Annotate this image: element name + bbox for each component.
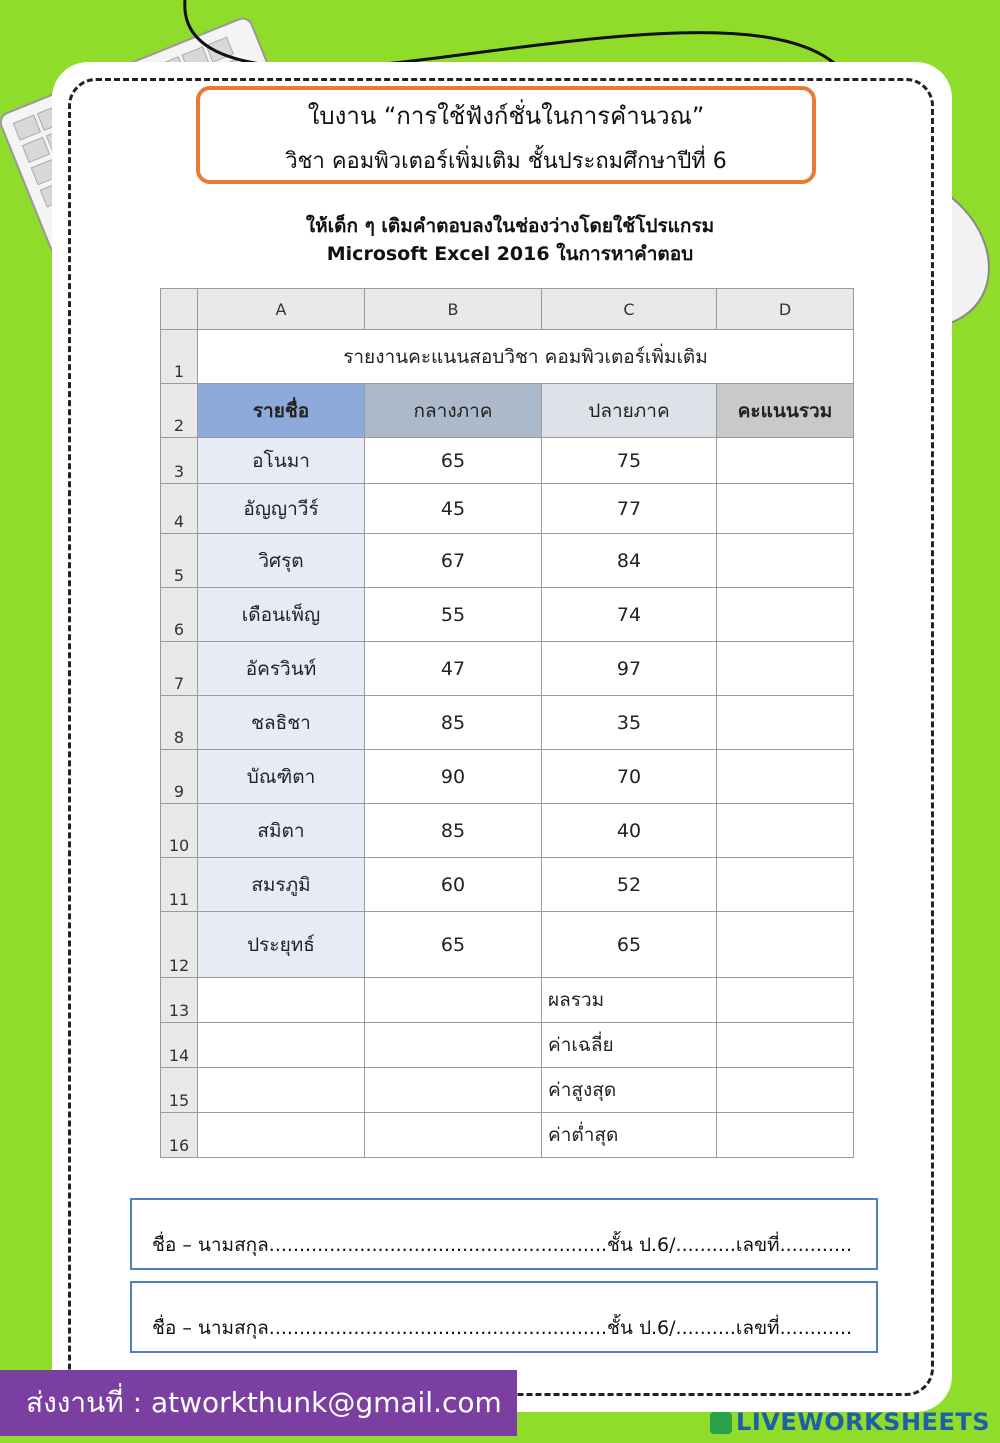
- brand-label: LIVEWORKSHEETS: [736, 1408, 990, 1436]
- student-name: อโนมา: [198, 438, 365, 484]
- sheet-title: รายงานคะแนนสอบวิชา คอมพิวเตอร์เพิ่มเติม: [198, 330, 854, 384]
- student-name: ประยุทธ์: [198, 912, 365, 978]
- header-final: ปลายภาค: [542, 384, 717, 438]
- table-row: [161, 1023, 854, 1068]
- row-number: 7: [161, 642, 198, 696]
- midterm-score: 65: [365, 438, 542, 484]
- total-answer-cell[interactable]: [717, 588, 854, 642]
- final-score: 74: [542, 588, 717, 642]
- stat-label-sum: ผลรวม: [542, 978, 717, 1023]
- instruction: [230, 212, 790, 268]
- student-name: สมรภูมิ: [198, 858, 365, 912]
- header-total: คะแนนรวม: [717, 384, 854, 438]
- worksheet-subtitle: วิชา คอมพิวเตอร์เพิ่มเติม ชั้นประถมศึกษาปีที่ 6: [285, 149, 727, 174]
- column-header-c: C: [542, 289, 717, 330]
- row-number: 16: [161, 1113, 198, 1158]
- row-number: 2: [161, 384, 198, 438]
- sheet-corner: [161, 289, 198, 330]
- student-name: อัครวินท์: [198, 642, 365, 696]
- student-name-field-1[interactable]: ชื่อ – นามสกุล........................................................ชั้น ป.6/..........เลขที่............: [130, 1198, 878, 1270]
- table-row: [161, 642, 854, 696]
- row-number: 6: [161, 588, 198, 642]
- student-name: ชลธิชา: [198, 696, 365, 750]
- table-row: [161, 484, 854, 534]
- liveworksheets-logo: [710, 1408, 990, 1436]
- header-midterm: กลางภาค: [365, 384, 542, 438]
- midterm-score: 90: [365, 750, 542, 804]
- total-answer-cell[interactable]: [717, 696, 854, 750]
- stat-label-average: ค่าเฉลี่ย: [542, 1023, 717, 1068]
- row-number: 4: [161, 484, 198, 534]
- row-number: 3: [161, 438, 198, 484]
- instruction-line-1: ให้เด็ก ๆ เติมคำตอบลงในช่องว่างโดยใช้โปรแกรม: [305, 215, 715, 237]
- total-answer-cell[interactable]: [717, 858, 854, 912]
- final-score: 84: [542, 534, 717, 588]
- empty-cell: [198, 1023, 365, 1068]
- table-row: [161, 858, 854, 912]
- total-answer-cell[interactable]: [717, 534, 854, 588]
- table-row: [161, 696, 854, 750]
- stat-answer-cell[interactable]: [717, 1068, 854, 1113]
- empty-cell: [365, 1068, 542, 1113]
- table-row: [161, 1068, 854, 1113]
- header-box: [196, 86, 816, 184]
- row-number: 10: [161, 804, 198, 858]
- stat-answer-cell[interactable]: [717, 1023, 854, 1068]
- row-number: 14: [161, 1023, 198, 1068]
- total-answer-cell[interactable]: [717, 912, 854, 978]
- table-row: [161, 438, 854, 484]
- student-name: เดือนเพ็ญ: [198, 588, 365, 642]
- final-score: 40: [542, 804, 717, 858]
- total-answer-cell[interactable]: [717, 438, 854, 484]
- student-name: อัญญาวีร์: [198, 484, 365, 534]
- midterm-score: 47: [365, 642, 542, 696]
- worksheet-title: ใบงาน “การใช้ฟังก์ชั่นในการคำนวณ”: [307, 102, 705, 130]
- empty-cell: [198, 978, 365, 1023]
- row-number: 15: [161, 1068, 198, 1113]
- column-header-b: B: [365, 289, 542, 330]
- midterm-score: 55: [365, 588, 542, 642]
- student-name: สมิตา: [198, 804, 365, 858]
- row-number: 1: [161, 330, 198, 384]
- empty-cell: [365, 978, 542, 1023]
- total-answer-cell[interactable]: [717, 642, 854, 696]
- stat-label-min: ค่าต่ำสุด: [542, 1113, 717, 1158]
- final-score: 65: [542, 912, 717, 978]
- table-row: [161, 588, 854, 642]
- student-name-field-2[interactable]: ชื่อ – นามสกุล........................................................ชั้น ป.6/..........เลขที่............: [130, 1281, 878, 1353]
- total-answer-cell[interactable]: [717, 484, 854, 534]
- table-row: [161, 1113, 854, 1158]
- row-number: 11: [161, 858, 198, 912]
- empty-cell: [198, 1068, 365, 1113]
- stat-label-max: ค่าสูงสุด: [542, 1068, 717, 1113]
- table-row: [161, 912, 854, 978]
- midterm-score: 85: [365, 696, 542, 750]
- total-answer-cell[interactable]: [717, 750, 854, 804]
- empty-cell: [198, 1113, 365, 1158]
- score-spreadsheet: [160, 288, 854, 1158]
- final-score: 70: [542, 750, 717, 804]
- final-score: 35: [542, 696, 717, 750]
- column-header-d: D: [717, 289, 854, 330]
- midterm-score: 67: [365, 534, 542, 588]
- final-score: 97: [542, 642, 717, 696]
- final-score: 75: [542, 438, 717, 484]
- column-header-a: A: [198, 289, 365, 330]
- header-name: รายชื่อ: [198, 384, 365, 438]
- student-name: บัณฑิตา: [198, 750, 365, 804]
- table-row: [161, 978, 854, 1023]
- submit-email: ส่งงานที่ : atworkthunk@gmail.com: [0, 1370, 517, 1436]
- total-answer-cell[interactable]: [717, 804, 854, 858]
- midterm-score: 45: [365, 484, 542, 534]
- midterm-score: 65: [365, 912, 542, 978]
- row-number: 8: [161, 696, 198, 750]
- empty-cell: [365, 1023, 542, 1068]
- row-number: 9: [161, 750, 198, 804]
- row-number: 5: [161, 534, 198, 588]
- final-score: 77: [542, 484, 717, 534]
- instruction-line-2: Microsoft Excel 2016 ในการหาคำตอบ: [326, 243, 694, 265]
- row-number: 12: [161, 912, 198, 978]
- empty-cell: [365, 1113, 542, 1158]
- midterm-score: 60: [365, 858, 542, 912]
- table-row: [161, 534, 854, 588]
- student-name: วิศรุต: [198, 534, 365, 588]
- midterm-score: 85: [365, 804, 542, 858]
- final-score: 52: [542, 858, 717, 912]
- table-row: [161, 804, 854, 858]
- row-number: 13: [161, 978, 198, 1023]
- liveworksheets-icon: [710, 1412, 732, 1434]
- stat-answer-cell[interactable]: [717, 1113, 854, 1158]
- stat-answer-cell[interactable]: [717, 978, 854, 1023]
- table-row: [161, 750, 854, 804]
